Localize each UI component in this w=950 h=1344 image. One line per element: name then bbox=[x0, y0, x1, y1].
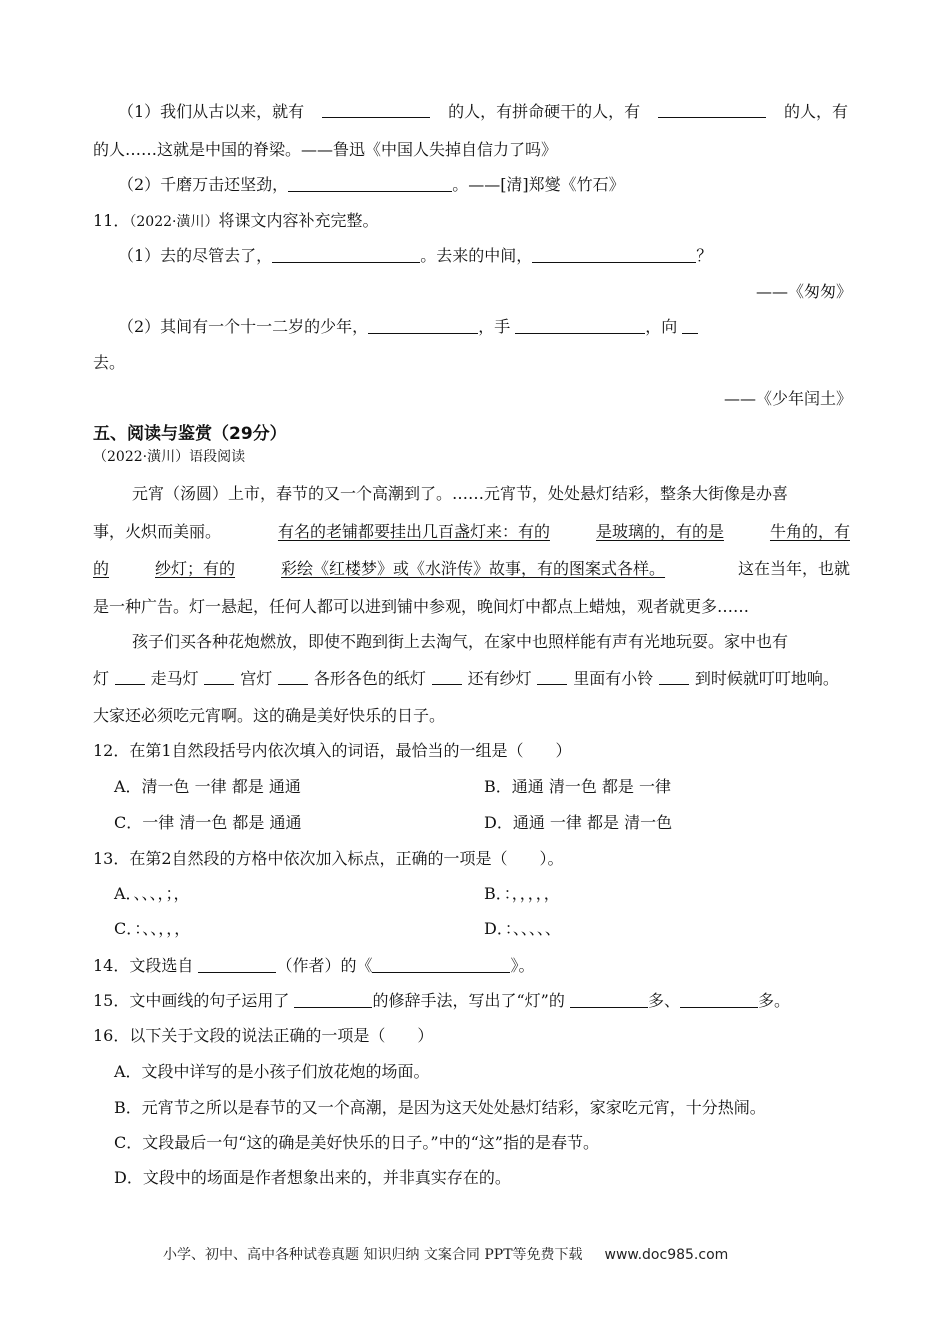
passage-source: （2022·潢川）语段阅读 bbox=[93, 449, 246, 465]
q10-line1 bbox=[118, 101, 848, 123]
underlined-sentence: 的 纱灯；有的 彩绘《红楼梦》或《水浒传》故事，有的图案式各样。 bbox=[93, 559, 666, 578]
q11-line1-text-c: ？ bbox=[696, 246, 713, 265]
passage-text: 事，火炽而美丽。 bbox=[93, 522, 222, 541]
q13-stem: 13．在第2自然段的方格中依次加入标点，正确的一项是（ ）。 bbox=[93, 849, 564, 868]
passage-text: 到时候就叮叮地响。 bbox=[694, 669, 839, 688]
punctuation-box[interactable] bbox=[115, 668, 145, 685]
footer-text: 小学、初中、高中各种试卷真题 知识归纳 文案合同 PPT等免费下载 bbox=[163, 1247, 583, 1263]
q16-stem: 16．以下关于文段的说法正确的一项是（ ） bbox=[93, 1026, 434, 1045]
footer-url[interactable]: www.doc985.com bbox=[604, 1247, 729, 1263]
q11-line2-text-b: ，手 bbox=[478, 317, 511, 336]
passage-text: 宫灯 bbox=[240, 669, 273, 688]
q15-text-c: 多、 bbox=[647, 991, 680, 1010]
q10-line3-text-a: （2）千磨万击还坚劲， bbox=[118, 175, 289, 194]
answer-blank[interactable] bbox=[682, 317, 698, 334]
q11-stem-text: 将课文内容补充完整。 bbox=[218, 211, 379, 230]
q15-text-b: 的修辞手法，写出了“灯”的 bbox=[372, 991, 565, 1010]
footer bbox=[163, 1244, 728, 1266]
passage-p1-line4: 是一种广告。灯一悬起，任何人都可以进到铺中参观，晚间灯中都点上蜡烛，观者就更多…… bbox=[93, 597, 750, 616]
q10-line3-text-b: 。——[清]郑燮《竹石》 bbox=[452, 175, 625, 194]
q13-option-c[interactable]: C．：、、，，， bbox=[114, 919, 191, 938]
passage-p2-line3: 大家还必须吃元宵啊。这的确是美好快乐的日子。 bbox=[93, 706, 446, 725]
q14-text-b: （作者）的《 bbox=[276, 956, 373, 975]
passage-text: 各形各色的纸灯 bbox=[313, 669, 426, 688]
q10-line3 bbox=[118, 174, 625, 196]
q13-option-a[interactable]: A．、、、，；， bbox=[114, 884, 190, 903]
answer-blank[interactable] bbox=[658, 101, 766, 118]
q11-line1 bbox=[118, 245, 712, 267]
punctuation-box[interactable] bbox=[204, 668, 234, 685]
q10-line2: 的人……这就是中国的脊梁。——鲁迅《中国人失掉自信力了吗》 bbox=[93, 140, 558, 159]
passage-p1-line2 bbox=[93, 521, 850, 543]
passage-p2-line2 bbox=[93, 668, 839, 690]
answer-blank[interactable] bbox=[368, 317, 478, 334]
q16-option-b[interactable]: B．元宵节之所以是春节的又一个高潮，是因为这天处处悬灯结彩，家家吃元宵，十分热闹。 bbox=[114, 1098, 766, 1117]
q11-line2 bbox=[118, 316, 698, 338]
q13-option-b[interactable]: B．：，，，，， bbox=[484, 884, 560, 903]
q15-text-a: 15．文中画线的句子运用了 bbox=[93, 991, 290, 1010]
q12-option-c[interactable]: C．一律 清一色 都是 通通 bbox=[114, 813, 302, 832]
q16-option-d[interactable]: D．文段中的场面是作者想象出来的，并非真实存在的。 bbox=[114, 1168, 511, 1187]
q10-line1-text-a: （1）我们从古以来，就有 bbox=[118, 102, 305, 121]
punctuation-box[interactable] bbox=[432, 668, 462, 685]
q12-option-b[interactable]: B．通通 清一色 都是 一律 bbox=[484, 777, 672, 796]
q11-line2-continued: 去。 bbox=[93, 353, 126, 372]
answer-blank[interactable] bbox=[294, 991, 372, 1008]
punctuation-box[interactable] bbox=[659, 668, 689, 685]
q15 bbox=[93, 990, 790, 1012]
answer-blank[interactable] bbox=[322, 101, 430, 118]
q11-line2-text-c: ，向 bbox=[645, 317, 678, 336]
passage-p2-line1: 孩子们买各种花炮燃放，即使不跑到街上去淘气，在家中也照样能有声有光地玩耍。家中也有 bbox=[132, 632, 789, 651]
q11-attribution-1: ——《匆匆》 bbox=[755, 282, 852, 301]
q11-stem bbox=[93, 210, 378, 233]
answer-blank[interactable] bbox=[570, 991, 648, 1008]
passage-text: 走马灯 bbox=[150, 669, 199, 688]
q14-text-a: 14．文段选自 bbox=[93, 956, 194, 975]
punctuation-box[interactable] bbox=[537, 668, 567, 685]
q11-attribution-2: ——《少年闰土》 bbox=[723, 389, 852, 408]
q14 bbox=[93, 955, 535, 977]
q10-line1-text-b: 的人，有拼命硬干的人，有 bbox=[448, 102, 641, 121]
passage-p1-line1: 元宵（汤圆）上市，春节的又一个高潮到了。……元宵节，处处悬灯结彩，整条大街像是办喜 bbox=[132, 484, 789, 503]
section-title: 五、阅读与鉴赏（29分） bbox=[93, 424, 287, 444]
answer-blank-title[interactable] bbox=[372, 956, 510, 973]
q10-line1-text-c: 的人，有 bbox=[783, 102, 848, 121]
passage-text: 灯 bbox=[93, 669, 110, 688]
answer-blank[interactable] bbox=[532, 246, 696, 263]
q15-text-d: 多。 bbox=[757, 991, 790, 1010]
answer-blank[interactable] bbox=[288, 175, 452, 192]
answer-blank[interactable] bbox=[515, 317, 645, 334]
passage-p1-line3 bbox=[93, 558, 850, 580]
q12-option-d[interactable]: D．通通 一律 都是 清一色 bbox=[484, 813, 673, 832]
passage-text: 里面有小铃 bbox=[573, 669, 654, 688]
passage-text: 这在当年，也就 bbox=[737, 559, 850, 578]
passage-text: 还有纱灯 bbox=[467, 669, 532, 688]
underlined-sentence: 有名的老铺都要挂出几百盏灯来：有的 是玻璃的，有的是 牛角的，有 bbox=[277, 522, 850, 541]
punctuation-box[interactable] bbox=[278, 668, 308, 685]
q12-stem: 12．在第1自然段括号内依次填入的词语，最恰当的一组是（ ） bbox=[93, 741, 572, 760]
q11-source-tag: （2022·潢川） bbox=[129, 214, 219, 230]
q16-option-a[interactable]: A．文段中详写的是小孩子们放花炮的场面。 bbox=[114, 1062, 430, 1081]
q11-line1-text-b: 。去来的中间， bbox=[420, 246, 533, 265]
q11-line1-text-a: （1）去的尽管去了， bbox=[118, 246, 273, 265]
answer-blank[interactable] bbox=[680, 991, 758, 1008]
q13-option-d[interactable]: D．：、、、、、 bbox=[484, 919, 561, 938]
q14-text-c: 》。 bbox=[510, 956, 535, 975]
q11-line2-text-a: （2）其间有一个十一二岁的少年， bbox=[118, 317, 369, 336]
q12-option-a[interactable]: A．清一色 一律 都是 通通 bbox=[114, 777, 301, 796]
q16-option-c[interactable]: C．文段最后一句“这的确是美好快乐的日子。”中的“这”指的是春节。 bbox=[114, 1133, 599, 1152]
answer-blank[interactable] bbox=[272, 246, 420, 263]
answer-blank-author[interactable] bbox=[198, 956, 276, 973]
q11-number: 11． bbox=[93, 211, 130, 230]
